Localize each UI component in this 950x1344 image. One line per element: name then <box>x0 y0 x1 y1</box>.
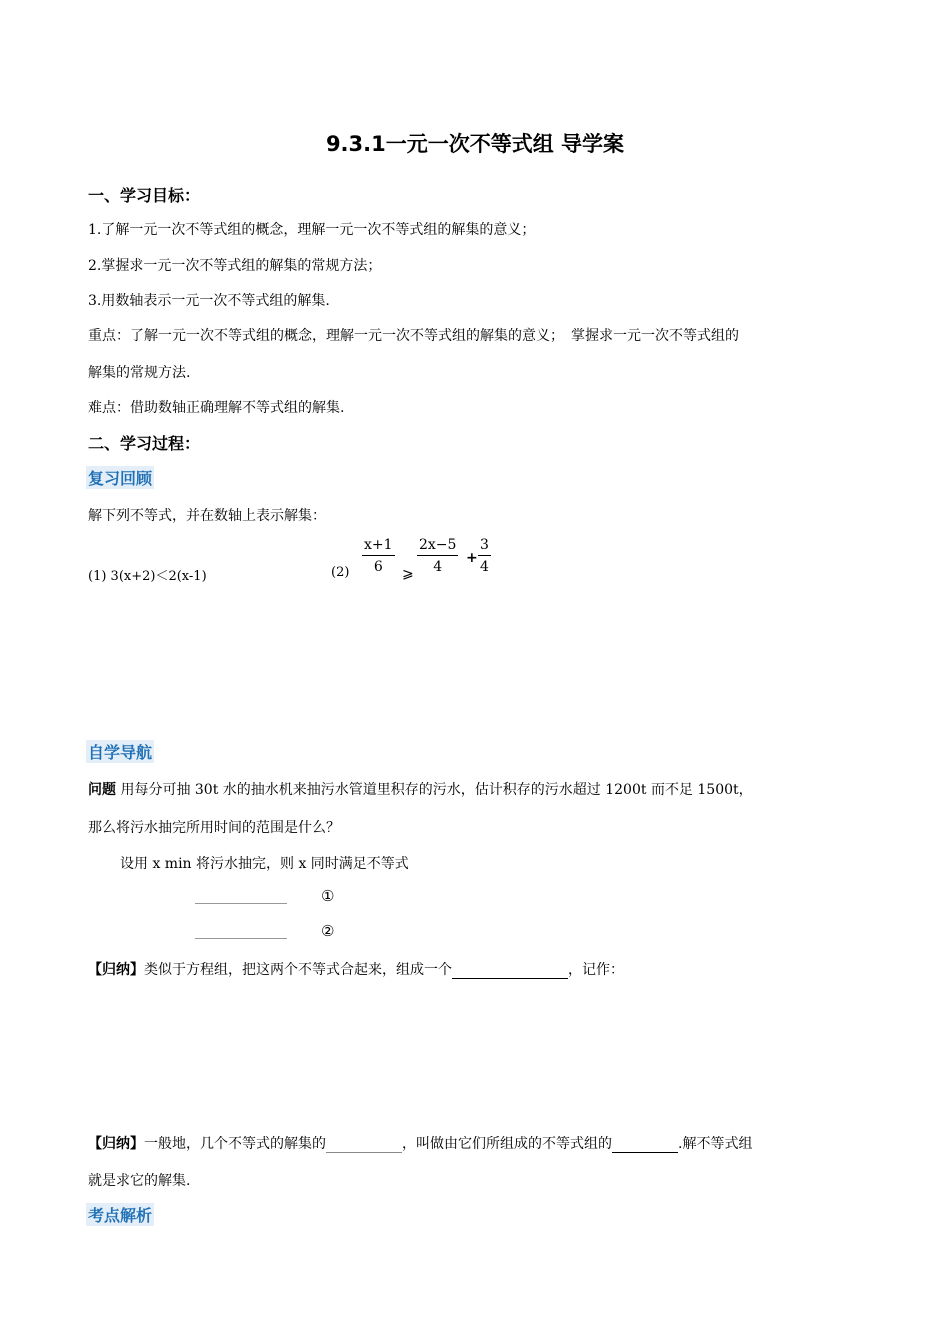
objective-item-3: 3.用数轴表示一元一次不等式组的解集. <box>88 293 330 309</box>
summary-1-text-a: 类似于方程组，把这两个不等式合起来，组成一个 <box>144 962 452 978</box>
section-heading-objectives: 一、学习目标： <box>88 186 201 205</box>
fraction-denominator: 6 <box>373 559 383 575</box>
page-title: 9.3.1一元一次不等式组 导学案 <box>325 132 625 156</box>
review-question-1: (1) 3(x+2)＜2(x-1) <box>88 569 207 584</box>
subsection-analysis-title: 考点解析 <box>86 1203 154 1226</box>
plus-symbol: + <box>466 550 478 566</box>
fraction-2x-minus-5-over-4 <box>417 537 458 575</box>
difficulty-line: 难点：借助数轴正确理解不等式组的解集. <box>88 400 345 416</box>
summary-2-label: 【归纳】 <box>88 1136 144 1152</box>
fraction-denominator: 4 <box>433 559 443 575</box>
answer-blank-1[interactable] <box>195 903 287 904</box>
setup-line: 设用 x min 将污水抽完，则 x 同时满足不等式 <box>120 856 409 872</box>
summary-1-label: 【归纳】 <box>88 962 144 978</box>
fraction-x-plus-1-over-6 <box>362 537 395 575</box>
problem-line-1 <box>88 779 753 799</box>
objective-item-1: 1.了解一元一次不等式组的概念，理解一元一次不等式组的解集的意义； <box>88 222 536 238</box>
summary-2-text-b: ，叫做由它们所组成的不等式组的 <box>402 1136 612 1152</box>
summary-2-line-2: 就是求它的解集. <box>88 1173 191 1189</box>
summary-2-line-1 <box>88 1133 752 1153</box>
key-points-line-2: 解集的常规方法. <box>88 365 191 381</box>
summary-1 <box>88 959 624 979</box>
fraction-denominator: 4 <box>480 559 489 575</box>
section-heading-process: 二、学习过程： <box>88 434 201 453</box>
summary-2-blank-2[interactable] <box>612 1136 678 1153</box>
review-question-2-label: (2) <box>331 565 350 580</box>
circled-mark-2: ② <box>321 922 335 940</box>
objective-item-2: 2.掌握求一元一次不等式组的解集的常规方法； <box>88 258 382 274</box>
key-points-line-1: 重点：了解一元一次不等式组的概念，理解一元一次不等式组的解集的意义； 掌握求一元一次不等式组的 <box>88 328 739 344</box>
fraction-numerator: 3 <box>480 537 489 553</box>
problem-label: 问题 <box>88 782 116 798</box>
subsection-self-study-title: 自学导航 <box>86 740 154 763</box>
summary-1-blank[interactable] <box>452 962 568 979</box>
summary-2-text-c: .解不等式组 <box>678 1136 753 1152</box>
fraction-numerator: x+1 <box>364 537 393 553</box>
geq-symbol: ⩾ <box>402 566 414 582</box>
summary-1-text-b: ，记作： <box>568 962 624 978</box>
fraction-3-over-4 <box>478 537 491 575</box>
fraction-numerator: 2x−5 <box>419 537 457 553</box>
problem-text: 用每分可抽 30t 水的抽水机来抽污水管道里积存的污水，估计积存的污水超过 1200t 而不足 1500t， <box>120 782 753 798</box>
circled-mark-1: ① <box>321 887 335 905</box>
review-instruction: 解下列不等式，并在数轴上表示解集： <box>88 508 326 524</box>
summary-2-text-a: 一般地，几个不等式的解集的 <box>144 1136 326 1152</box>
answer-blank-2[interactable] <box>195 938 287 939</box>
problem-line-2: 那么将污水抽完所用时间的范围是什么？ <box>88 820 340 836</box>
subsection-review-title: 复习回顾 <box>86 466 154 489</box>
summary-2-blank-1[interactable] <box>326 1136 402 1153</box>
